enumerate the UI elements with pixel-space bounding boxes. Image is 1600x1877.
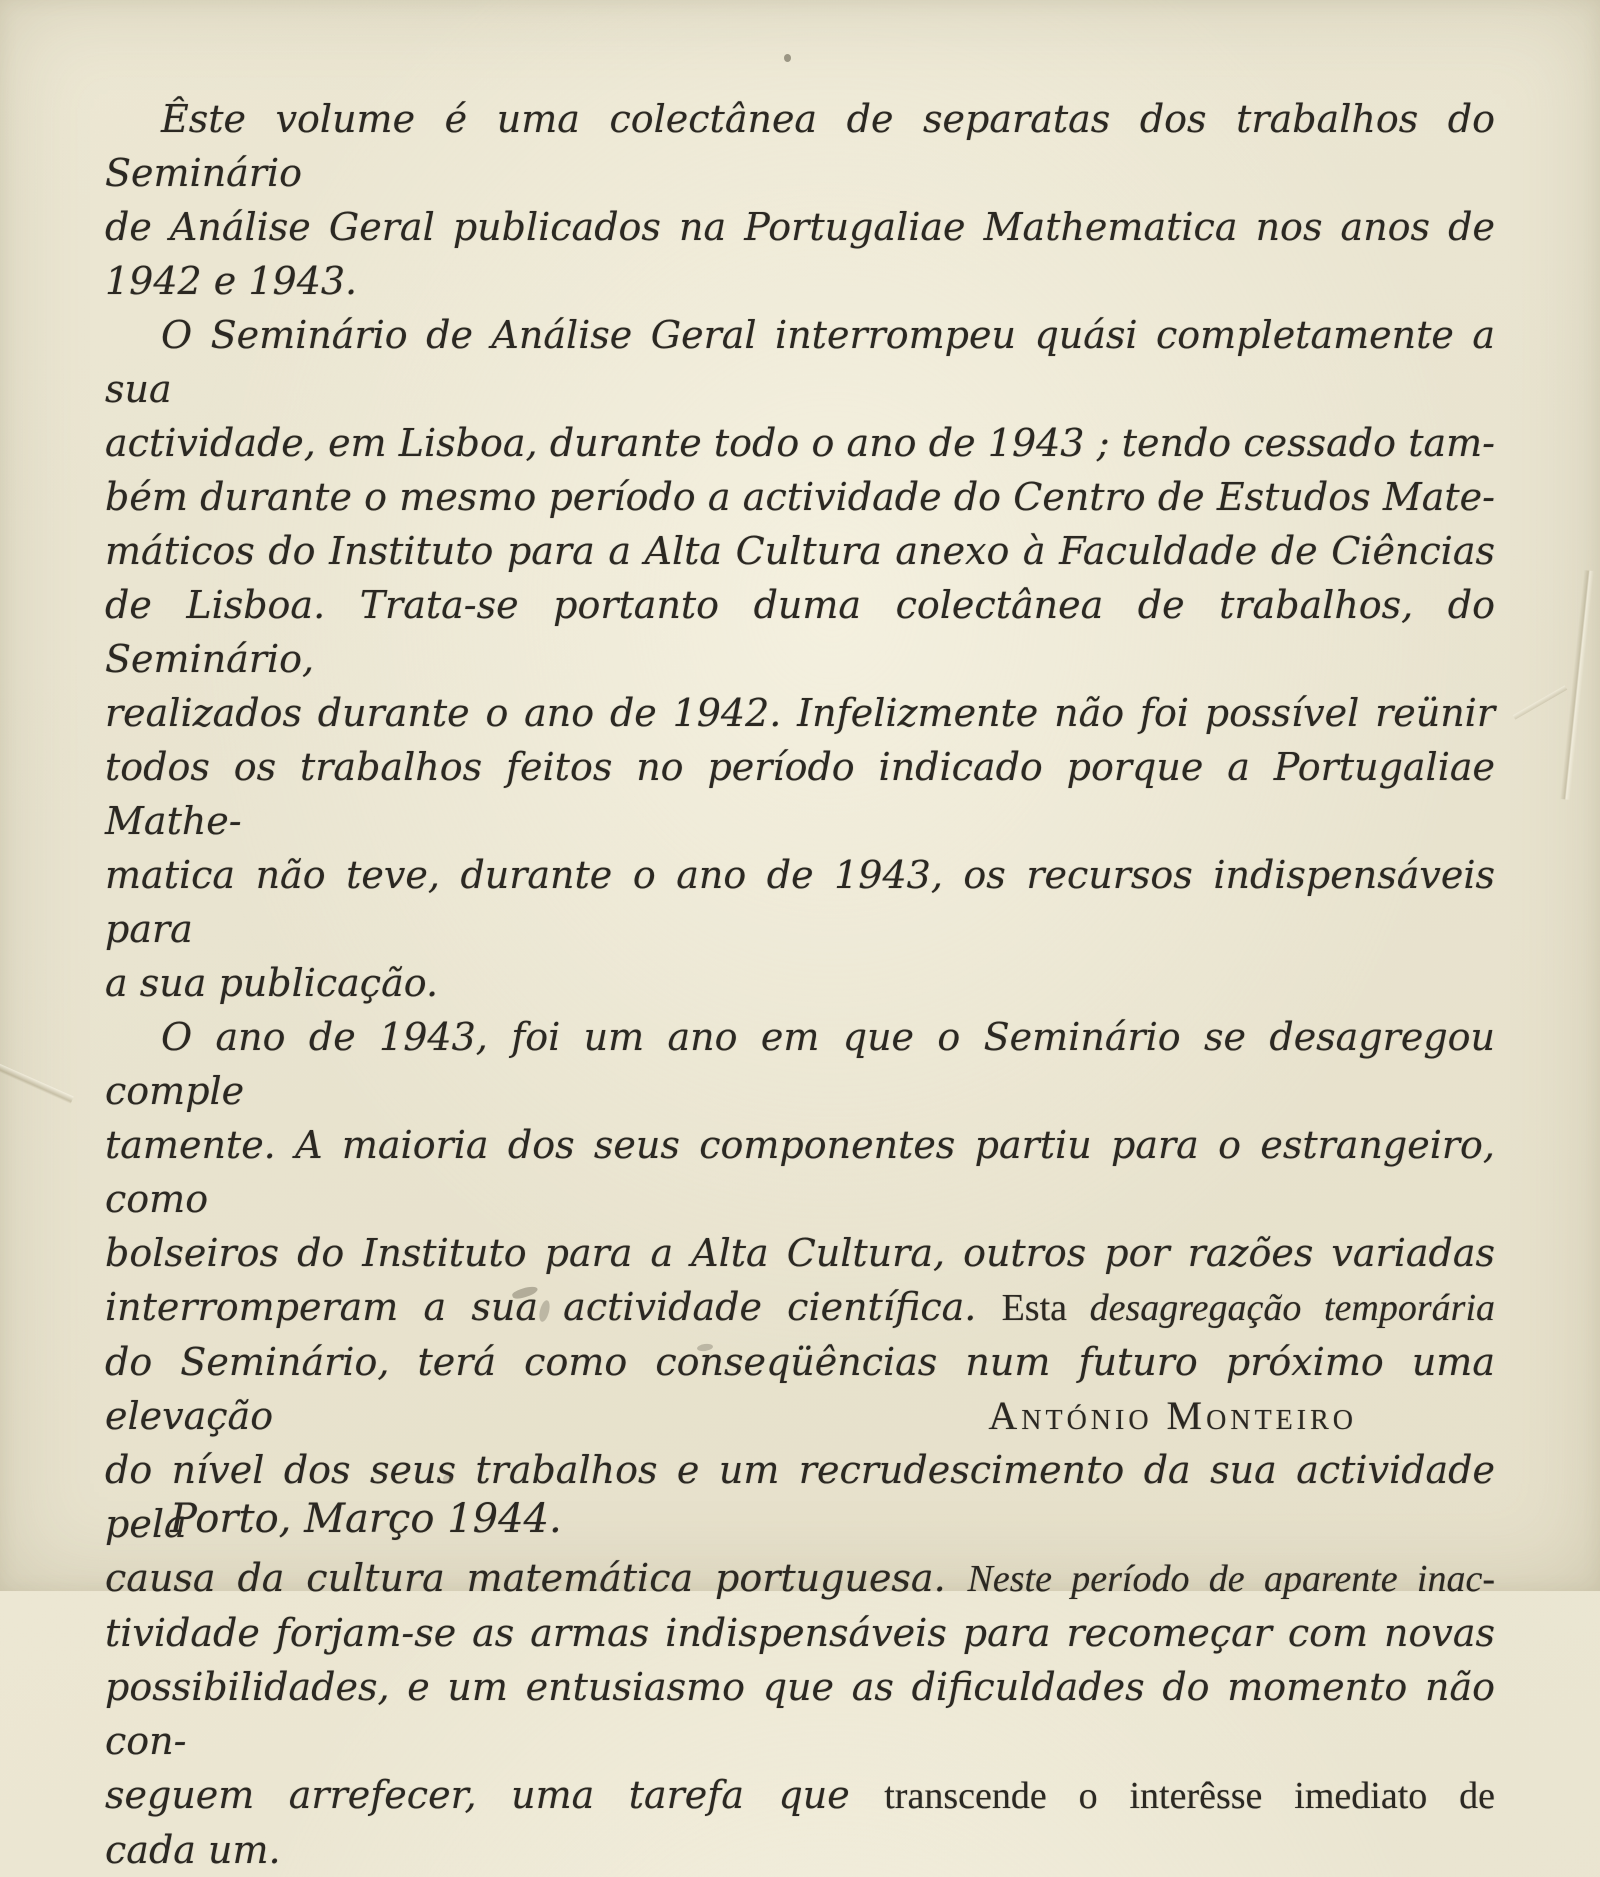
text-line bbox=[105, 848, 1495, 956]
text-line bbox=[105, 740, 1495, 848]
preface-text bbox=[105, 92, 1495, 1877]
text-segment-script: 1942 e 1943. bbox=[105, 259, 358, 303]
text-segment-script: seguem arrefecer, uma tarefa que bbox=[105, 1773, 885, 1817]
paper-crease bbox=[1513, 685, 1567, 719]
text-line bbox=[105, 1010, 1495, 1118]
text-segment-script: actividade, em Lisboa, durante todo o ano de 1943 ; tendo cessado tam- bbox=[105, 421, 1495, 465]
text-line bbox=[105, 1280, 1495, 1335]
text-segment-roman: Esta bbox=[1001, 1287, 1090, 1329]
text-segment-script: causa da cultura matemática portuguesa. bbox=[105, 1556, 968, 1600]
text-segment-variant: desagregação temporária bbox=[1089, 1287, 1495, 1329]
text-segment-script: a sua publicação. bbox=[105, 961, 439, 1005]
text-segment-script: do nível dos seus trabalhos e um recrudescimento da sua actividade pela bbox=[105, 1448, 1495, 1546]
text-line bbox=[105, 1551, 1495, 1606]
text-line bbox=[105, 308, 1495, 416]
text-segment-script: do Seminário, terá como conseqüências num futuro próximo uma elevação bbox=[105, 1340, 1495, 1438]
text-segment-script: interromperam a sua actividade científica. bbox=[105, 1285, 1002, 1329]
text-segment-script: de Análise Geral publicados na Portugaliae Mathematica nos anos de bbox=[105, 205, 1495, 249]
paper-crease bbox=[0, 1060, 74, 1104]
text-segment-script: bém durante o mesmo período a actividade do Centro de Estudos Mate- bbox=[105, 475, 1495, 519]
text-segment-script: realizados durante o ano de 1942. Infelizmente não foi possível reünir bbox=[105, 691, 1495, 735]
text-line bbox=[105, 1226, 1495, 1280]
text-line bbox=[105, 686, 1495, 740]
text-line bbox=[105, 470, 1495, 524]
text-line bbox=[105, 92, 1495, 200]
text-line bbox=[105, 1823, 1495, 1877]
text-segment-script: cada um. bbox=[105, 1828, 281, 1872]
text-line bbox=[105, 200, 1495, 254]
text-line bbox=[105, 416, 1495, 470]
text-segment-script: máticos do Instituto para a Alta Cultura anexo à Faculdade de Ciências bbox=[105, 529, 1495, 573]
text-line bbox=[105, 956, 1495, 1010]
text-segment-script: possibilidades, e um entusiasmo que as dificuldades do momento não con- bbox=[105, 1665, 1495, 1763]
text-segment-script: O ano de 1943, foi um ano em que o Seminário se desagregou comple bbox=[105, 1015, 1495, 1113]
paper-crease bbox=[1560, 570, 1594, 800]
text-segment-script: matica não teve, durante o ano de 1943, os recursos indispensáveis para bbox=[105, 853, 1495, 951]
text-segment-script: Êste volume é uma colectânea de separatas dos trabalhos do Seminário bbox=[105, 97, 1495, 195]
text-segment-script: de Lisboa. Trata-se portanto duma colectânea de trabalhos, do Seminário, bbox=[105, 583, 1495, 681]
paper-speck bbox=[784, 54, 791, 62]
text-segment-script: tamente. A maioria dos seus componentes partiu para o estrangeiro, como bbox=[105, 1123, 1495, 1221]
text-line bbox=[105, 1768, 1495, 1823]
text-line bbox=[105, 254, 1495, 308]
text-line bbox=[105, 1660, 1495, 1768]
text-line bbox=[105, 524, 1495, 578]
text-segment-roman: transcende o interêsse imediato de bbox=[884, 1775, 1495, 1817]
text-segment-script: todos os trabalhos feitos no período indicado porque a Portugaliae Mathe- bbox=[105, 745, 1495, 843]
text-segment-variant: Neste período de aparente inac- bbox=[967, 1558, 1495, 1600]
text-line bbox=[105, 1606, 1495, 1660]
text-segment-script: O Seminário de Análise Geral interrompeu quási completamente a sua bbox=[105, 313, 1495, 411]
text-segment-script: bolseiros do Instituto para a Alta Cultura, outros por razões variadas bbox=[105, 1231, 1495, 1275]
text-line bbox=[105, 578, 1495, 686]
text-segment-script: tividade forjam-se as armas indispensáveis para recomeçar com novas bbox=[105, 1611, 1495, 1655]
dateline: Porto, Março 1944. bbox=[170, 1496, 562, 1542]
author-signature: António Monteiro bbox=[988, 1393, 1357, 1438]
text-line bbox=[105, 1118, 1495, 1226]
